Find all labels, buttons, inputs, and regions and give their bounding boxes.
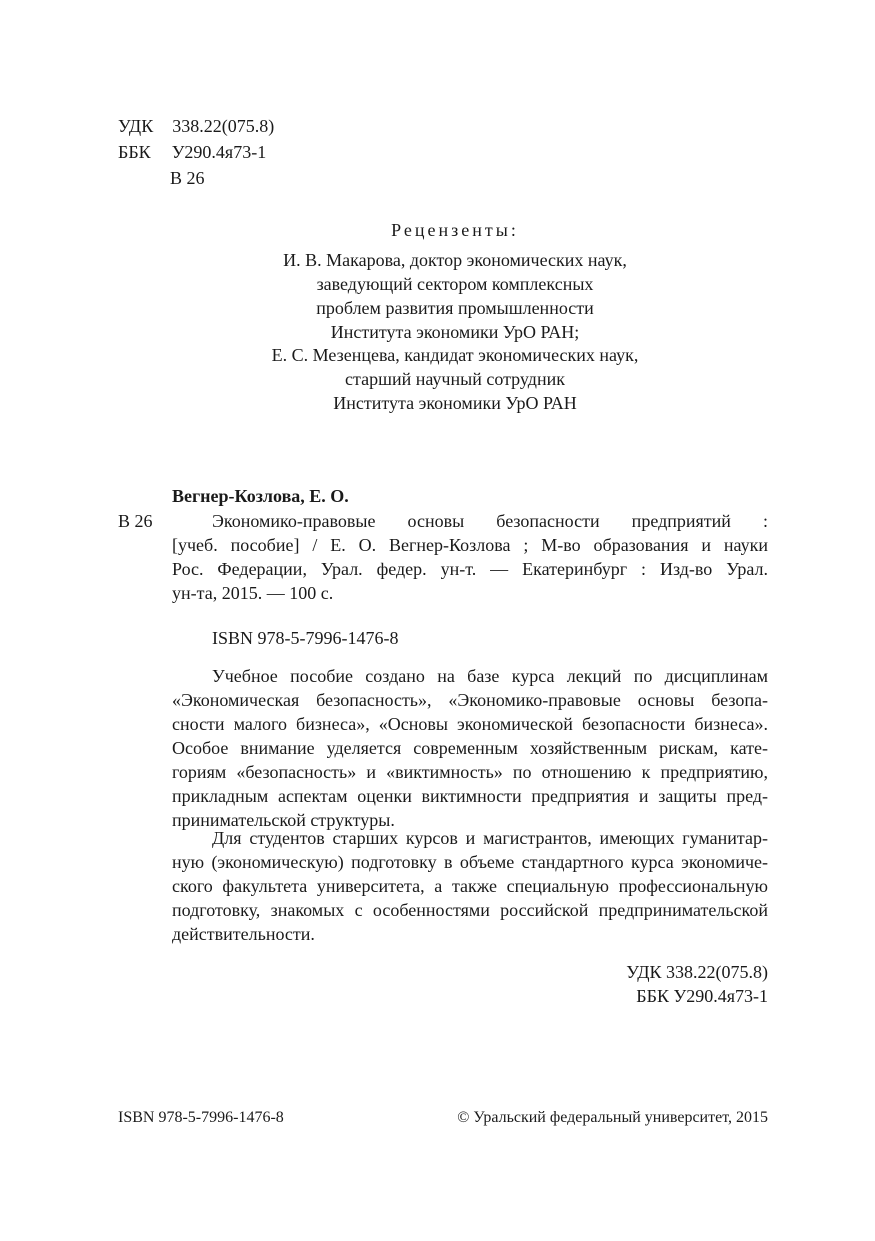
annotation-line: Учебное пособие создано на базе курса лекций по дисциплинам (212, 666, 768, 686)
bib-line: Рос. Федерации, Урал. федер. ун-т. — Екатеринбург : Изд-во Урал. (172, 559, 768, 579)
reviewer-2-line: старший научный сотрудник (345, 369, 565, 389)
annotation-line: гориям «безопасность» и «виктимность» по отношению к предприятию, (172, 762, 768, 782)
classification-block (626, 960, 768, 1008)
annotation-line: «Экономическая безопасность», «Экономико-правовые основы безопа- (172, 690, 768, 710)
annotation-line: сности малого бизнеса», «Основы экономической безопасности бизнеса». (172, 714, 768, 734)
bbk-line (118, 140, 266, 164)
annotation-line: принимательской структуры. (172, 810, 395, 830)
reviewer-1-line: И. В. Макарова, доктор экономических наук, (283, 250, 627, 270)
reviewer-2-line: Института экономики УрО РАН (333, 393, 577, 413)
footer-isbn: ISBN 978-5-7996-1476-8 (118, 1109, 284, 1126)
bbk-value: У290.4я73-1 (171, 142, 267, 162)
reviewer-1-line: Института экономики УрО РАН; (330, 322, 580, 342)
annotation-line: действительности. (172, 924, 315, 944)
reviewers-section (180, 218, 730, 242)
annotation-paragraph-2 (172, 826, 768, 946)
bbk-label: ББК (118, 142, 151, 162)
bib-line: [учеб. пособие] / Е. О. Вегнер-Козлова ; М-во образования и науки (172, 535, 768, 555)
author-mark: В 26 (170, 168, 205, 188)
classification-bbk: ББК У290.4я73-1 (636, 986, 768, 1006)
annotation-line: Особое внимание уделяется современным хозяйственным рискам, кате- (172, 738, 768, 758)
annotation-line: ную (экономическую) подготовку в объеме стандартного курса экономиче- (172, 852, 768, 872)
annotation-line: подготовку, знакомых с особенностями российской предпринимательской (172, 900, 768, 920)
bib-line: Экономико-правовые основы безопасности предприятий : (212, 511, 768, 531)
annotation-line: ского факультета университета, а также специальную профессиональную (172, 876, 768, 896)
footer-copyright: © Уральский федеральный университет, 2015 (457, 1109, 768, 1126)
udk-value: 338.22(075.8) (172, 116, 275, 136)
bib-author: Вегнер-Козлова, Е. О. (172, 486, 349, 506)
reviewers-title: Рецензенты: (391, 220, 519, 240)
bib-line: ун-та, 2015. — 100 с. (172, 583, 334, 603)
bib-isbn: ISBN 978-5-7996-1476-8 (212, 628, 399, 648)
bib-mark: В 26 (118, 511, 153, 531)
classification-udk: УДК 338.22(075.8) (626, 962, 768, 982)
reviewer-1-line: проблем развития промышленности (316, 298, 594, 318)
annotation-line: Для студентов старших курсов и магистрантов, имеющих гуманитар- (212, 828, 768, 848)
udk-line (118, 114, 274, 138)
annotation-paragraph-1 (172, 664, 768, 832)
reviewer-1-line: заведующий сектором комплексных (316, 274, 594, 294)
reviewer-1 (180, 248, 730, 344)
reviewer-2 (180, 343, 730, 415)
udk-label: УДК (118, 116, 154, 136)
reviewer-2-line: Е. С. Мезенцева, кандидат экономических наук, (271, 345, 639, 365)
annotation-line: прикладным аспектам оценки виктимности предприятия и защиты пред- (172, 786, 768, 806)
bib-description (172, 509, 768, 605)
